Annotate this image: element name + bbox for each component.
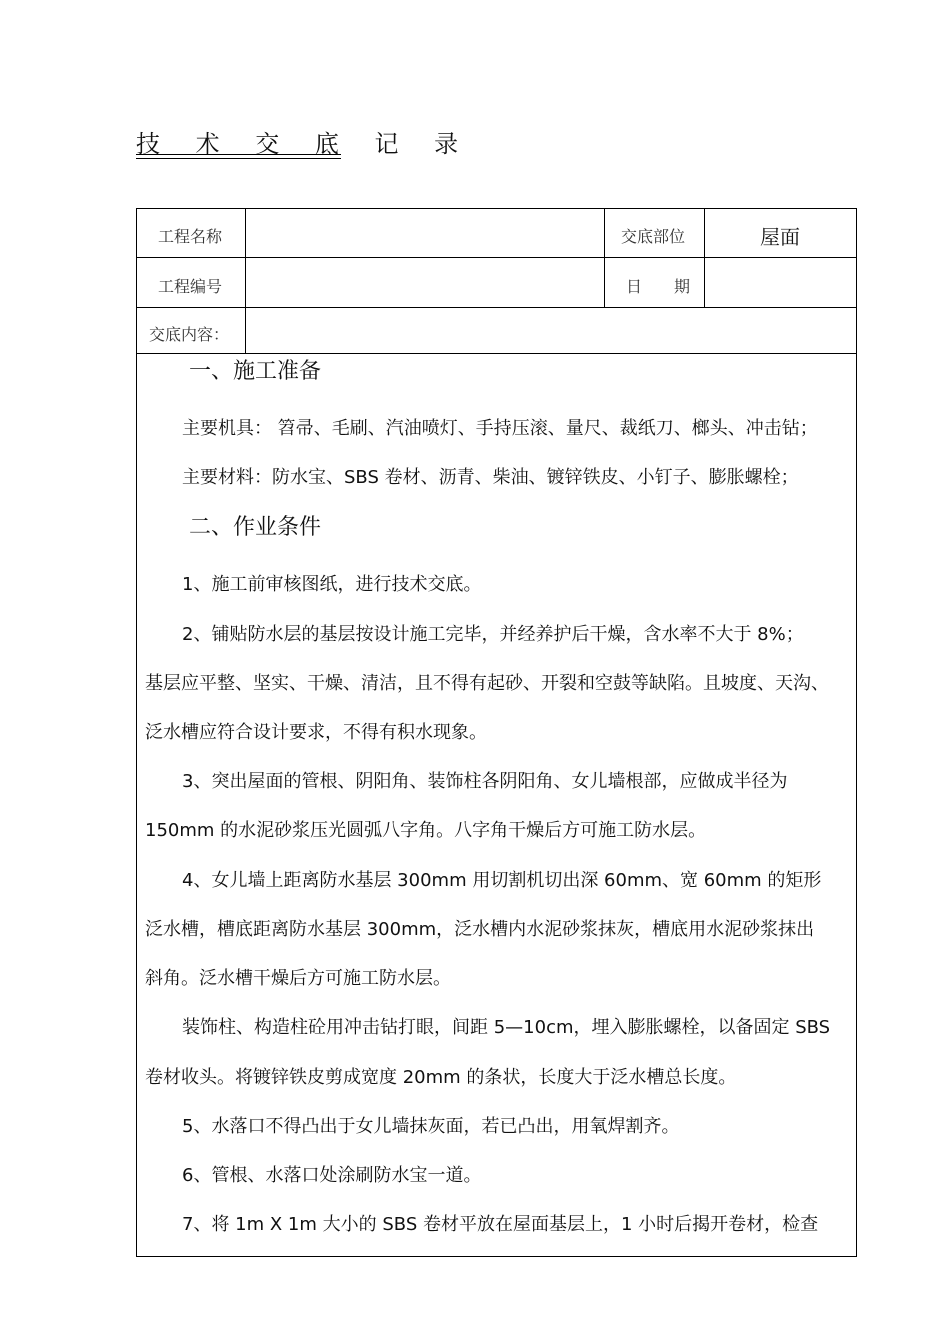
item-4-line-3: 斜角。泛水槽干燥后方可施工防水层。: [145, 968, 451, 989]
section-heading-conditions: 二、作业条件: [189, 515, 322, 540]
content-label: 交底内容：: [149, 325, 230, 344]
project-name-label: 工程名称: [158, 227, 223, 246]
item-2-line-3: 泛水槽应符合设计要求，不得有积水现象。: [145, 722, 487, 743]
section-heading-preparation: 一、施工准备: [189, 359, 322, 384]
item-4-line-1: 4、女儿墙上距离防水基层 300mm 用切割机切出深 60mm、宽 60mm 的矩形: [182, 870, 822, 891]
item-4-extra-line-2: 卷材收头。将镀锌铁皮剪成宽度 20mm 的条状，长度大于泛水槽总长度。: [145, 1067, 737, 1088]
col-divider-2: [604, 208, 605, 308]
item-4-line-2: 泛水槽，槽底距离防水基层 300mm，泛水槽内水泥砂浆抹灰，槽底用水泥砂浆抹出: [145, 919, 815, 940]
title-underline-bottom: [136, 158, 341, 159]
col-divider-1: [245, 208, 246, 354]
date-label: 日 期: [626, 277, 691, 296]
item-4-extra-line-1: 装饰柱、构造柱砼用冲击钻打眼，间距 5—10cm，埋入膨胀螺栓，以备固定 SBS: [182, 1017, 831, 1038]
item-2-line-2: 基层应平整、坚实、干燥、清洁，且不得有起砂、开裂和空鼓等缺陷。且坡度、天沟、: [145, 673, 829, 694]
item-5: 5、水落口不得凸出于女儿墙抹灰面，若已凸出，用氧焊割齐。: [182, 1116, 680, 1137]
item-3-line-1: 3、突出屋面的管根、阴阳角、装饰柱各阴阳角、女儿墙根部，应做成半径为: [182, 771, 788, 792]
item-7-line-1: 7、将 1m X 1m 大小的 SBS 卷材平放在屋面基层上，1 小时后揭开卷材，检查: [182, 1214, 819, 1235]
item-6: 6、管根、水落口处涂刷防水宝一道。: [182, 1165, 482, 1186]
position-label: 交底部位: [621, 227, 686, 246]
item-2-line-1: 2、铺贴防水层的基层按设计施工完毕，并经养护后干燥，含水率不大于 8%；: [182, 624, 804, 645]
title-underline-top: [136, 154, 341, 155]
materials-line: 主要材料：防水宝、SBS 卷材、沥青、柴油、镀锌铁皮、小钉子、膨胀螺栓；: [182, 467, 799, 488]
item-1: 1、施工前审核图纸，进行技术交底。: [182, 574, 482, 595]
item-3-line-2: 150mm 的水泥砂浆压光圆弧八字角。八字角干燥后方可施工防水层。: [145, 820, 707, 841]
col-divider-3: [704, 208, 705, 308]
project-no-label: 工程编号: [158, 277, 223, 296]
tools-line: 主要机具： 笤帚、毛刷、汽油喷灯、手持压滚、量尺、裁纸刀、榔头、冲击钻；: [182, 418, 818, 439]
document-title: 技 术 交 底 记 录: [136, 130, 473, 158]
position-value: 屋面: [760, 225, 800, 249]
